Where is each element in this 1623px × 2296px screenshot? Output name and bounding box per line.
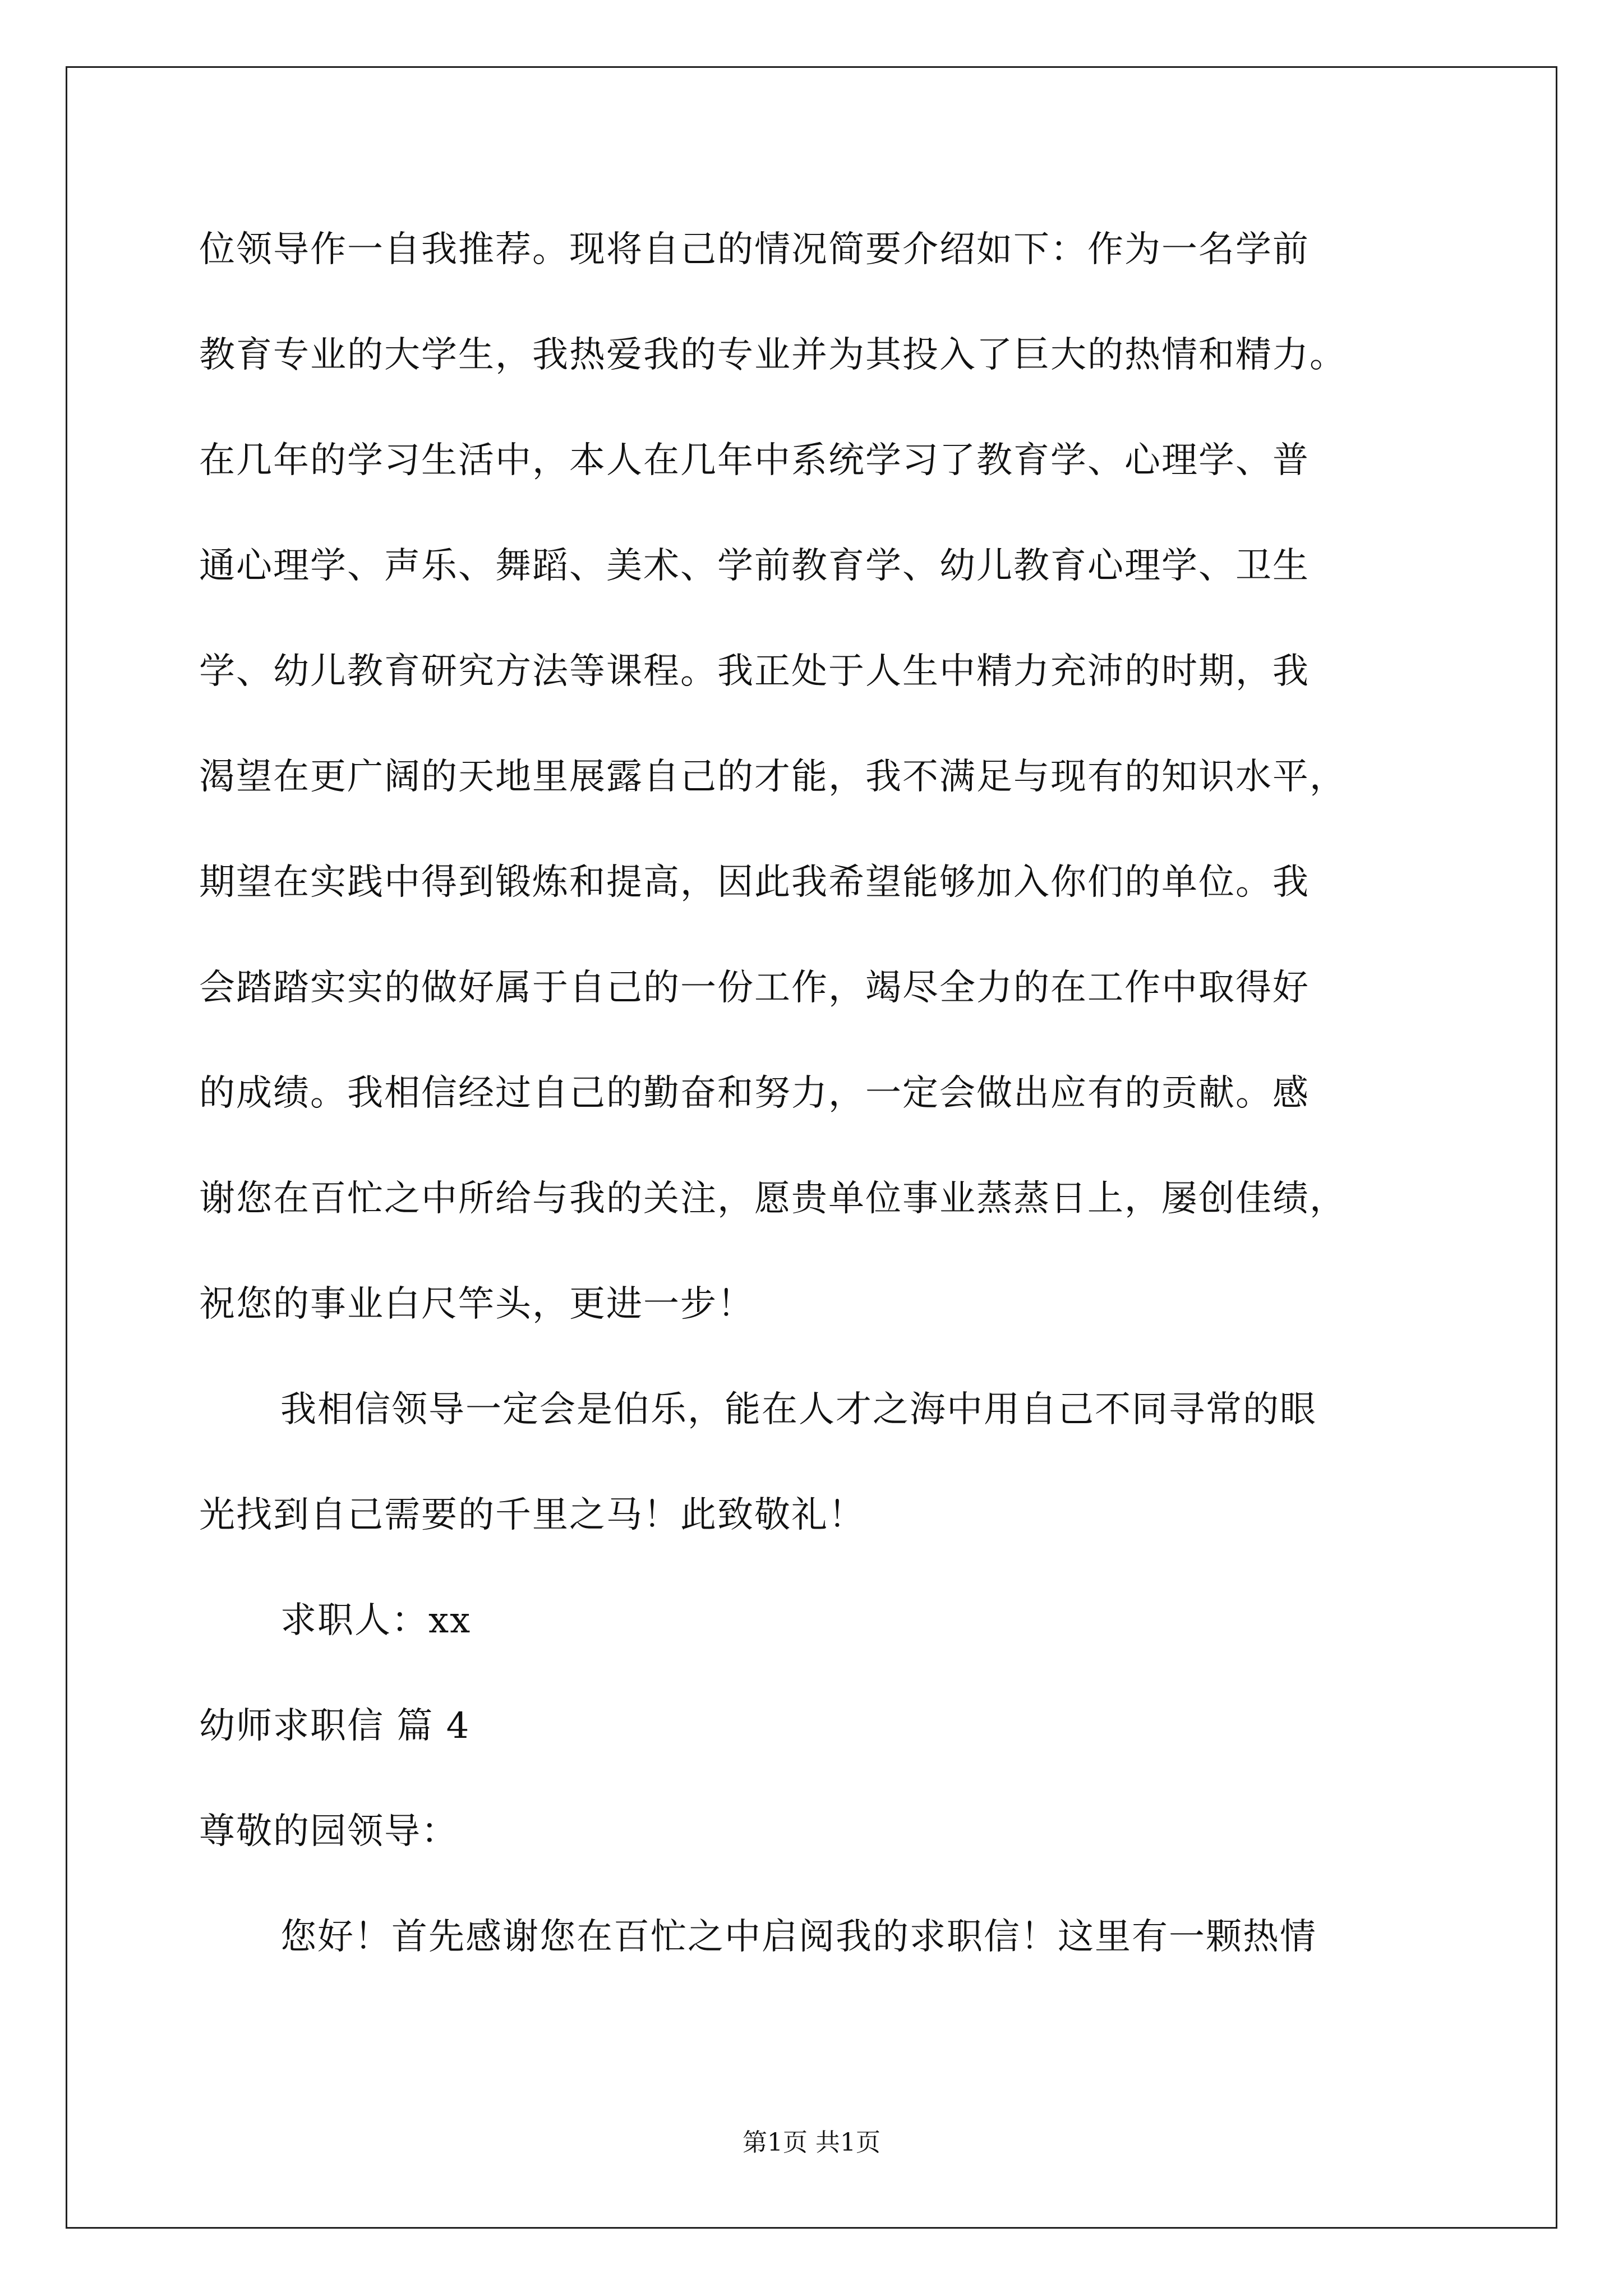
body-text-line-6: 渴望在更广阔的天地里展露自己的才能，我不满足与现有的知识水平， xyxy=(199,756,1347,798)
section-heading: 幼师求职信 篇 4 xyxy=(199,1705,471,1747)
letter-opening-line: 您好！首先感谢您在百忙之中启阅我的求职信！这里有一颗热情 xyxy=(280,1916,1317,1958)
body-text-line-2: 教育专业的大学生，我热爱我的专业并为其投入了巨大的热情和精力。 xyxy=(199,334,1347,376)
body-text-line-4: 通心理学、声乐、舞蹈、美术、学前教育学、幼儿教育心理学、卫生 xyxy=(199,545,1310,587)
body-text-line-1: 位领导作一自我推荐。现将自己的情况简要介绍如下：作为一名学前 xyxy=(199,229,1310,270)
salutation: 尊敬的园领导： xyxy=(199,1811,458,1852)
body-text-line-9: 的成绩。我相信经过自己的勤奋和努力，一定会做出应有的贡献。感 xyxy=(199,1073,1310,1114)
body-text-line-5: 学、幼儿教育研究方法等课程。我正处于人生中精力充沛的时期，我 xyxy=(199,651,1310,692)
body-text-line-10: 谢您在百忙之中所给与我的关注，愿贵单位事业蒸蒸日上，屡创佳绩， xyxy=(199,1178,1347,1220)
body-text-line-7: 期望在实践中得到锻炼和提高，因此我希望能够加入你们的单位。我 xyxy=(199,862,1310,903)
body-text-line-3: 在几年的学习生活中，本人在几年中系统学习了教育学、心理学、普 xyxy=(199,440,1310,481)
body-text-line-11: 祝您的事业白尺竿头，更进一步！ xyxy=(199,1283,754,1325)
page-border xyxy=(66,66,1557,2229)
paragraph-line-1: 我相信领导一定会是伯乐，能在人才之海中用自己不同寻常的眼 xyxy=(280,1389,1317,1430)
body-text-line-8: 会踏踏实实的做好属于自己的一份工作，竭尽全力的在工作中取得好 xyxy=(199,967,1310,1009)
signature-line: 求职人：xx xyxy=(280,1600,472,1641)
page-footer: 第1页 共1页 xyxy=(743,2128,880,2157)
paragraph-line-2: 光找到自己需要的千里之马！此致敬礼！ xyxy=(199,1494,865,1536)
